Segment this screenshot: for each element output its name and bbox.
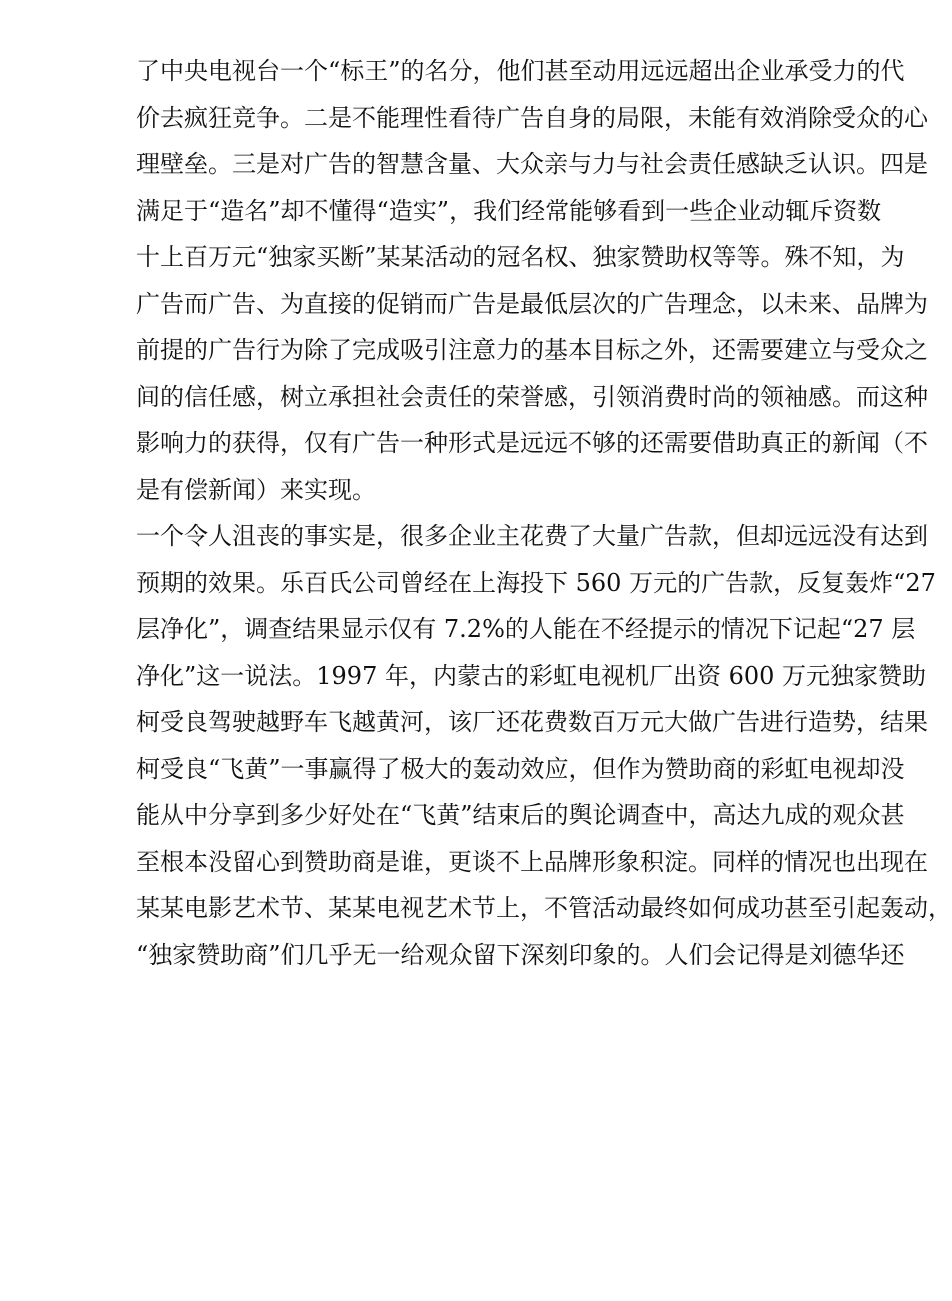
- text-line: “独家赞助商”们几乎无一给观众留下深刻印象的。人们会记得是刘德华还: [136, 940, 905, 969]
- text-line: 柯受良“飞黄”一事赢得了极大的轰动效应，但作为赞助商的彩虹电视却没: [136, 754, 905, 783]
- text-line: 某某电影艺术节、某某电视艺术节上，不管活动最终如何成功甚至引起轰动，: [136, 894, 952, 922]
- text-line: 了中央电视台一个“标王”的名分，他们甚至动用远远超出企业承受力的代: [136, 57, 905, 85]
- text-line: 间的信任感，树立承担社会责任的荣誉感，引领消费时尚的领袖感。而这种: [136, 382, 928, 411]
- text-line: 理壁垒。三是对广告的智慧含量、大众亲与力与社会责任感缺乏认识。四是: [136, 150, 928, 178]
- text-line: 预期的效果。乐百氏公司曾经在上海投下 560 万元的广告款，反复轰炸“27: [136, 568, 936, 597]
- text-line: 净化”这一说法。1997 年，内蒙古的彩虹电视机厂出资 600 万元独家赞助: [136, 661, 927, 690]
- text-line: 能从中分享到多少好处在“飞黄”结束后的舆论调查中，高达九成的观众甚: [136, 801, 905, 829]
- text-line: 柯受良驾驶越野车飞越黄河，该厂还花费数百万元大做广告进行造势，结果: [136, 708, 928, 736]
- text-line: 影响力的获得，仅有广告一种形式是远远不够的还需要借助真正的新闻（不: [136, 429, 928, 457]
- text-line: 一个令人沮丧的事实是，很多企业主花费了大量广告款，但却远远没有达到: [136, 522, 928, 550]
- text-line: 广告而广告、为直接的促销而广告是最低层次的广告理念，以未来、品牌为: [136, 289, 928, 318]
- text-line: 是有偿新闻）来实现。: [136, 475, 376, 504]
- text-line: 层净化”，调查结果显示仅有 7.2%的人能在不经提示的情况下记起“27 层: [136, 615, 916, 643]
- body-text: [136, 48, 952, 978]
- text-line: 价去疯狂竞争。二是不能理性看待广告自身的局限，未能有效消除受众的心: [136, 103, 928, 132]
- text-line: 至根本没留心到赞助商是谁，更谈不上品牌形象积淀。同样的情况也出现在: [136, 847, 928, 876]
- text-line: 前提的广告行为除了完成吸引注意力的基本目标之外，还需要建立与受众之: [136, 336, 928, 364]
- text-line: 十上百万元“独家买断”某某活动的冠名权、独家赞助权等等。殊不知，为: [136, 243, 905, 271]
- text-line: 满足于“造名”却不懂得“造实”，我们经常能够看到一些企业动辄斥资数: [136, 196, 882, 225]
